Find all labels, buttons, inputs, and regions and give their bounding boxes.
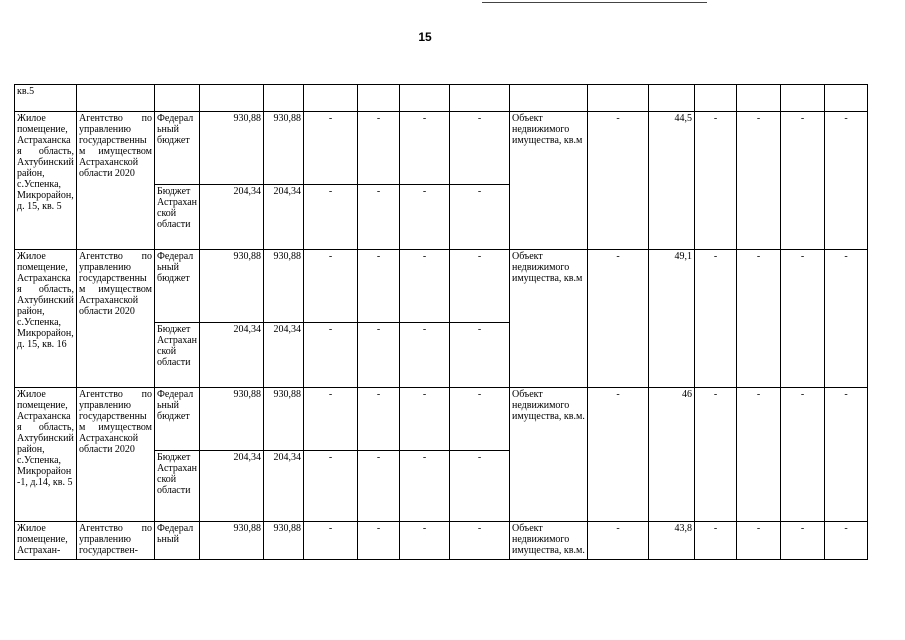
funding-source-cell: Федеральный бюджет — [155, 112, 200, 185]
total-amount-cell: 930,88 — [200, 250, 264, 323]
indicator-name-cell: Объект недвижимого имущества, кв.м — [510, 112, 588, 250]
total-amount-cell: 204,34 — [200, 323, 264, 388]
object-address-cell: Жилое помещение, Астраханская область, Ахтубинский район, с.Успенка, Микрорайон, д. 15, кв. 5 — [15, 112, 77, 250]
funding-source-cell: Федеральный — [155, 522, 200, 560]
amount-cell: - — [304, 451, 358, 522]
amount-cell: - — [304, 323, 358, 388]
amount-cell: - — [400, 522, 450, 560]
indicator-year-cell: - — [825, 250, 868, 388]
year-amount-cell: 204,34 — [264, 185, 304, 250]
amount-cell: - — [450, 451, 510, 522]
amount-cell: - — [400, 185, 450, 250]
amount-cell: - — [304, 112, 358, 185]
funding-source-cell: Бюджет Астраханской области — [155, 451, 200, 522]
total-amount-cell: 930,88 — [200, 522, 264, 560]
responsible-agency-cell: Агентство по управлению государствен- — [77, 522, 155, 560]
indicator-year-cell: - — [737, 112, 781, 250]
indicator-year-cell: - — [781, 250, 825, 388]
indicator-year-cell: - — [737, 522, 781, 560]
amount-cell: - — [450, 388, 510, 451]
amount-cell: - — [304, 522, 358, 560]
indicator-value-cell: 43,8 — [649, 522, 695, 560]
indicator-base-cell: - — [588, 522, 649, 560]
year-amount-cell: 930,88 — [264, 250, 304, 323]
table-body — [15, 85, 868, 560]
indicator-year-cell: - — [781, 522, 825, 560]
table-row — [15, 388, 868, 451]
address-tail-cell: кв.5 — [15, 85, 77, 112]
indicator-year-cell: - — [695, 250, 737, 388]
total-amount-cell: 930,88 — [200, 112, 264, 185]
indicator-year-cell: - — [781, 388, 825, 522]
funding-source-cell: Федеральный бюджет — [155, 388, 200, 451]
year-amount-cell: 930,88 — [264, 388, 304, 451]
indicator-base-cell: - — [588, 388, 649, 522]
amount-cell: - — [400, 250, 450, 323]
indicator-year-cell: - — [781, 112, 825, 250]
year-amount-cell: 204,34 — [264, 323, 304, 388]
amount-cell: - — [450, 323, 510, 388]
funding-source-cell: Федеральный бюджет — [155, 250, 200, 323]
year-amount-cell: 930,88 — [264, 522, 304, 560]
table-row-continuation — [15, 85, 868, 112]
program-table — [14, 84, 868, 560]
indicator-year-cell: - — [695, 112, 737, 250]
indicator-name-cell: Объект недвижимого имущества, кв.м. — [510, 388, 588, 522]
indicator-year-cell: - — [737, 388, 781, 522]
total-amount-cell: 204,34 — [200, 451, 264, 522]
indicator-year-cell: - — [695, 388, 737, 522]
year-amount-cell: 204,34 — [264, 451, 304, 522]
amount-cell: - — [304, 388, 358, 451]
amount-cell: - — [400, 323, 450, 388]
amount-cell: - — [400, 451, 450, 522]
amount-cell: - — [358, 185, 400, 250]
total-amount-cell: 930,88 — [200, 388, 264, 451]
amount-cell: - — [450, 112, 510, 185]
responsible-agency-cell: Агентство по управлению государственным имуществом Астраханской области 2020 — [77, 388, 155, 522]
indicator-name-cell: Объект недвижимого имущества, кв.м — [510, 250, 588, 388]
indicator-base-cell: - — [588, 112, 649, 250]
indicator-year-cell: - — [825, 112, 868, 250]
responsible-agency-cell: Агентство по управлению государственным имуществом Астраханской области 2020 — [77, 112, 155, 250]
indicator-value-cell: 46 — [649, 388, 695, 522]
amount-cell: - — [358, 451, 400, 522]
indicator-value-cell: 49,1 — [649, 250, 695, 388]
total-amount-cell: 204,34 — [200, 185, 264, 250]
object-address-cell: Жилое помещение, Астраханская область, Ахтубинский район, с.Успенка, Микрорайон-1, д.14, кв. 5 — [15, 388, 77, 522]
object-address-cell: Жилое помещение, Астрахан- — [15, 522, 77, 560]
amount-cell: - — [450, 185, 510, 250]
year-amount-cell: 930,88 — [264, 112, 304, 185]
funding-source-cell: Бюджет Астраханской области — [155, 323, 200, 388]
object-address-cell: Жилое помещение, Астраханская область, Ахтубинский район, с.Успенка, Микрорайон, д. 15, кв. 16 — [15, 250, 77, 388]
amount-cell: - — [400, 388, 450, 451]
amount-cell: - — [358, 323, 400, 388]
amount-cell: - — [304, 250, 358, 323]
amount-cell: - — [450, 250, 510, 323]
amount-cell: - — [400, 112, 450, 185]
indicator-name-cell: Объект недвижимого имущества, кв.м. — [510, 522, 588, 560]
indicator-year-cell: - — [825, 388, 868, 522]
amount-cell: - — [358, 522, 400, 560]
responsible-agency-cell: Агентство по управлению государственным имуществом Астраханской области 2020 — [77, 250, 155, 388]
indicator-year-cell: - — [695, 522, 737, 560]
amount-cell: - — [358, 388, 400, 451]
table-row — [15, 112, 868, 185]
amount-cell: - — [450, 522, 510, 560]
indicator-base-cell: - — [588, 250, 649, 388]
funding-source-cell: Бюджет Астраханской области — [155, 185, 200, 250]
amount-cell: - — [358, 112, 400, 185]
indicator-year-cell: - — [737, 250, 781, 388]
amount-cell: - — [358, 250, 400, 323]
page-number: 15 — [418, 30, 432, 44]
indicator-value-cell: 44,5 — [649, 112, 695, 250]
amount-cell: - — [304, 185, 358, 250]
table-row — [15, 522, 868, 560]
indicator-year-cell: - — [825, 522, 868, 560]
top-rule — [482, 2, 707, 3]
table-row — [15, 250, 868, 323]
